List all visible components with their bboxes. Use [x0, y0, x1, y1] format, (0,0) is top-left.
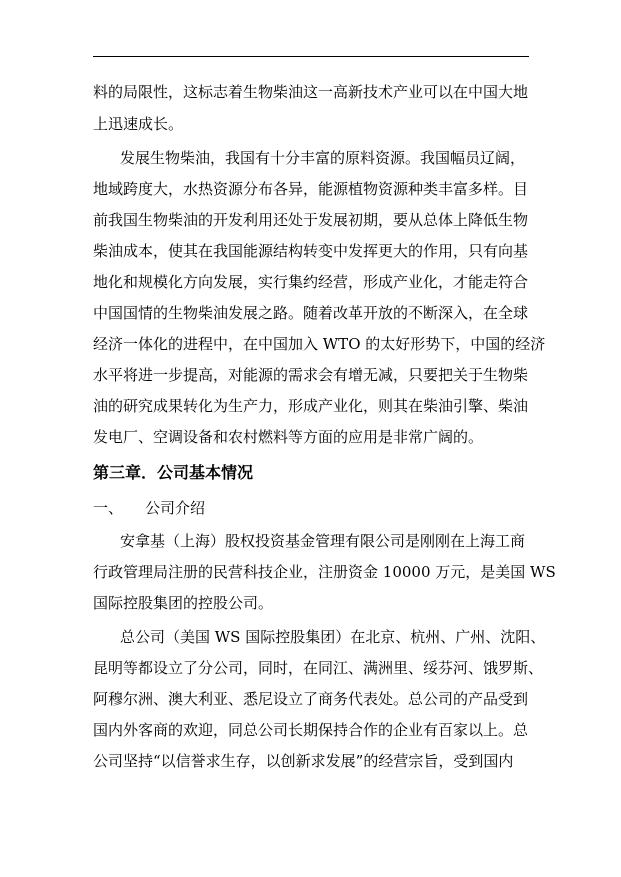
body-text-line: 前我国生物柴油的开发利用还处于发展初期，要从总体上降低生物	[93, 211, 529, 229]
body-text-line: 中国国情的生物柴油发展之路。随着改革开放的不断深入，在全球	[93, 304, 529, 322]
section-heading	[93, 497, 205, 519]
body-text-line: 行政管理局注册的民营科技企业，注册资金 10000 万元，是美国 WS	[93, 563, 556, 581]
section-number: 一、	[93, 499, 124, 517]
body-text-line: 安拿基（上海）股权投资基金管理有限公司是刚刚在上海工商	[120, 532, 526, 550]
section-title: 公司介绍	[145, 499, 206, 517]
body-text-line: 油的研究成果转化为生产力，形成产业化，则其在柴油引擎、柴油	[93, 397, 529, 415]
body-text-line: 柴油成本，使其在我国能源结构转变中发挥更大的作用，只有向基	[93, 242, 529, 260]
chapter-heading: 第三章．公司基本情况	[93, 463, 254, 482]
body-text-line: 发展生物柴油，我国有十分丰富的原料资源。我国幅员辽阔，	[120, 149, 526, 167]
body-text-line: 昆明等都设立了分公司，同时，在同江、满洲里、绥芬河、饿罗斯、	[93, 659, 544, 677]
body-text-line: 地化和规模化方向发展，实行集约经营，形成产业化，才能走符合	[93, 273, 529, 291]
body-text-line: 经济一体化的进程中，在中国加入 WTO 的太好形势下，中国的经济	[93, 335, 546, 353]
body-text-line: 发电厂、空调设备和农村燃料等方面的应用是非常广阔的。	[93, 428, 484, 446]
body-text-line: 料的局限性，这标志着生物柴油这一高新技术产业可以在中国大地	[93, 83, 529, 101]
body-text-line: 阿穆尔洲、澳大利亚、悉尼设立了商务代表处。总公司的产品受到	[93, 690, 529, 708]
body-text-line: 地域跨度大，水热资源分布各异，能源植物资源种类丰富多样。目	[93, 180, 529, 198]
body-text-line: 水平将进一步提高，对能源的需求会有增无减，只要把关于生物柴	[93, 366, 529, 384]
body-text-line: 国内外客商的欢迎，同总公司长期保持合作的企业有百家以上。总	[93, 721, 529, 739]
body-text-line: 总公司（美国 WS 国际控股集团）在北京、杭州、广州、沈阳、	[120, 628, 546, 646]
body-text-line: 公司坚持“以信誉求生存，以创新求发展”的经营宗旨，受到国内	[93, 752, 514, 770]
body-text-line: 上迅速成长。	[93, 115, 184, 133]
body-text-line: 国际控股集团的控股公司。	[93, 594, 274, 612]
header-rule	[93, 56, 529, 57]
